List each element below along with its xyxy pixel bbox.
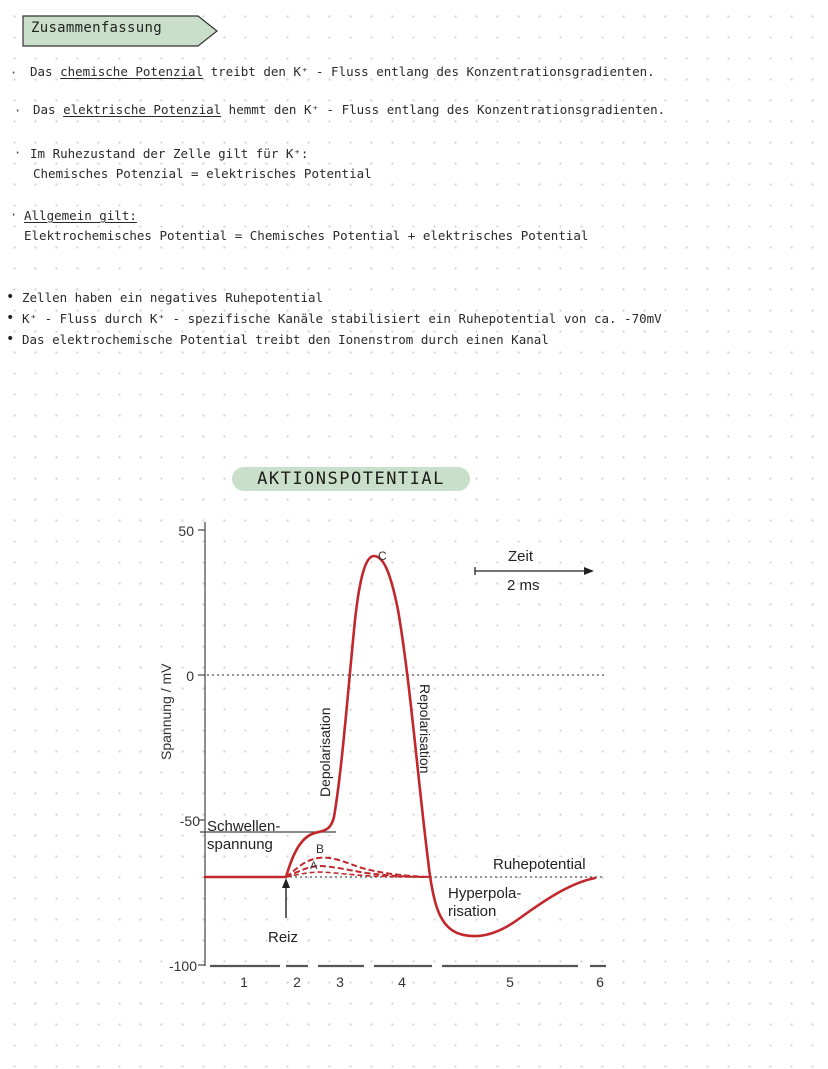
subthreshold-curve-inner (286, 872, 430, 877)
summary-text: treibt den K⁺ - Fluss entlang des Konzentrationsgradienten. (203, 64, 655, 79)
depolarisation-label: Depolarisation (317, 707, 333, 797)
phase-label: 6 (596, 974, 604, 990)
time-value-label: 2 ms (507, 577, 540, 594)
bullet-dot: · (10, 66, 18, 80)
phase-label: 5 (506, 974, 514, 990)
figure-title: AKTIONSPOTENTIAL (232, 467, 470, 491)
y-tick-label: -50 (179, 813, 200, 829)
action-potential-curve (205, 556, 595, 936)
summary-text: Das (30, 64, 61, 79)
sub-label-a: A (310, 860, 318, 872)
summary-general-rule: Elektrochemisches Potential = Chemisches Potential + elektrisches Potential (24, 228, 589, 243)
time-label: Zeit (508, 548, 534, 565)
threshold-label: spannung (207, 836, 273, 853)
phase-label: 2 (293, 974, 301, 990)
summary-line-resting: Im Ruhezustand der Zelle gilt für K⁺: (30, 146, 309, 161)
peak-label-c: C (378, 549, 387, 563)
bullet-item: Zellen haben ein negatives Ruhepotential (22, 290, 324, 305)
y-tick-label: 0 (186, 668, 194, 684)
summary-text: hemmt den K⁺ - Fluss entlang des Konzentrationsgradienten. (221, 102, 666, 117)
hyperpolarisation-label: risation (448, 903, 497, 920)
sub-label-b: B (316, 842, 325, 856)
summary-text: Das (33, 102, 64, 117)
time-scale-arrow-head (584, 567, 594, 575)
general-rule-heading: Allgemein gilt: (24, 208, 137, 223)
resting-potential-label: Ruhepotential (493, 856, 586, 873)
bullet-dot: • (6, 289, 15, 305)
bullet-dot: · (10, 208, 18, 222)
threshold-label: Schwellen- (207, 818, 281, 835)
repolarisation-label: Repolarisation (417, 684, 433, 774)
phase-label: 1 (240, 974, 248, 990)
phase-label: 4 (398, 974, 406, 990)
bullet-item: Das elektrochemische Potential treibt den Ionenstrom durch einen Kanal (22, 332, 549, 347)
stimulus-label: Reiz (268, 929, 299, 946)
term-chemical-potential: chemische Potenzial (60, 64, 204, 79)
y-tick-label: -100 (168, 958, 197, 974)
bullet-dot: • (6, 331, 15, 347)
y-axis-label: Spannung / mV (158, 663, 174, 760)
page-title: Zusammenfassung (31, 20, 162, 36)
summary-line-equality: Chemisches Potenzial = elektrisches Potential (33, 166, 372, 181)
term-electric-potential: elektrische Potenzial (63, 102, 222, 117)
phase-label: 3 (336, 974, 344, 990)
bullet-dot: • (6, 310, 15, 326)
stimulus-arrow-head (282, 878, 290, 888)
bullet-dot: · (14, 104, 22, 118)
y-tick-label: 50 (178, 523, 194, 539)
bullet-dot: · (14, 146, 22, 160)
hyperpolarisation-label: Hyperpola- (448, 885, 522, 902)
bullet-item: K⁺ - Fluss durch K⁺ - spezifische Kanäle stabilisiert ein Ruhepotential von ca. -70mV (22, 311, 662, 326)
